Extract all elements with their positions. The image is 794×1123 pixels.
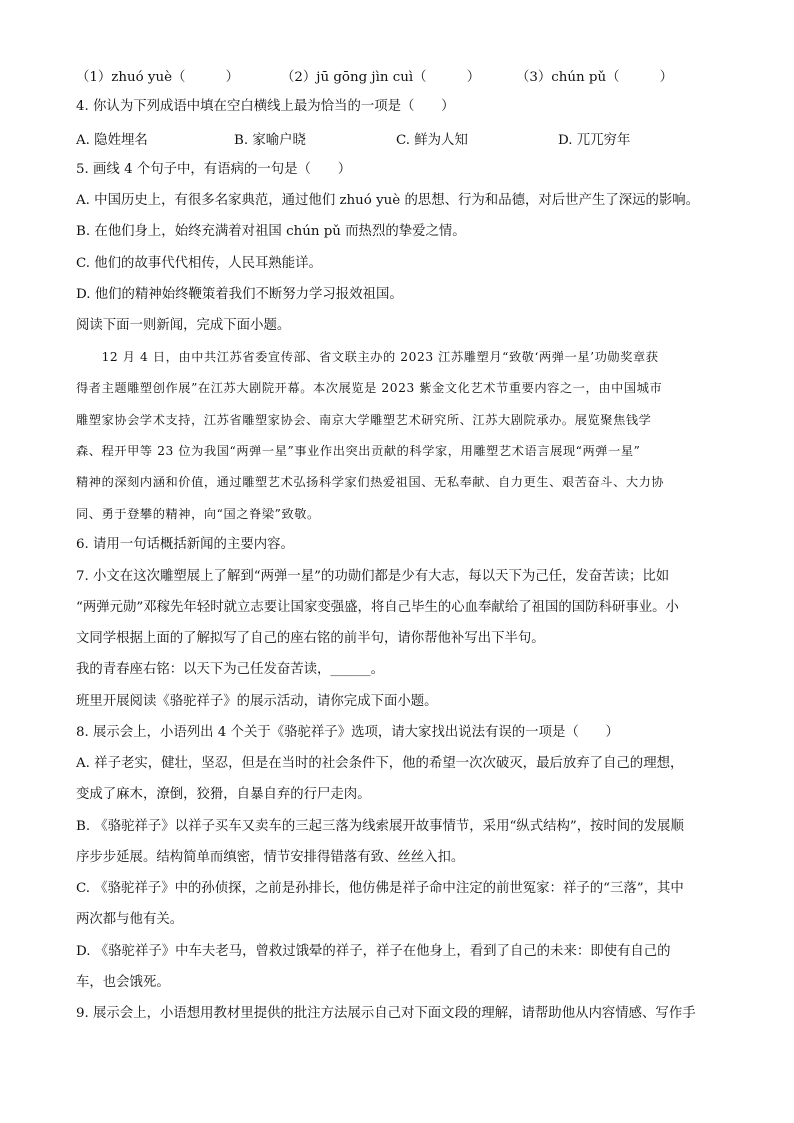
- q5-option-c: C. 他们的故事代代相传，人民耳熟能详。: [76, 256, 322, 271]
- pinyin-row: [76, 66, 726, 86]
- question-9: 9. 展示会上，小语想用教材里提供的批注方法展示自己对下面文段的理解，请帮助他从内容情感、写作手: [76, 1006, 696, 1021]
- q4-option-c: C. 鲜为人知: [396, 133, 468, 148]
- q4-option-a: A. 隐姓埋名: [76, 133, 148, 148]
- q5-option-b: B. 在他们身上，始终充满着对祖国 chún pǔ 而热烈的挚爱之情。: [76, 224, 466, 239]
- pinyin-item-1: （1）zhuó yuè（ ）: [76, 70, 239, 85]
- q8-option-c-cont: 两次都与他有关。: [76, 912, 184, 927]
- news-line: 精神的深刻内涵和价值，通过雕塑艺术弘扬科学家们热爱祖国、无私奉献、自力更生、艰苦奋斗、大力协: [76, 475, 665, 489]
- news-line: 得者主题雕塑创作展”在江苏大剧院开幕。本次展览是 2023 紫金文化艺术节重要内容之一，由中国城市: [76, 381, 663, 395]
- activity-intro: 班里开展阅读《骆驼祥子》的展示活动，请你完成下面小题。: [76, 694, 438, 709]
- question-4-stem: 4. 你认为下列成语中填在空白横线上最为恰当的一项是（ ）: [76, 99, 455, 114]
- news-line: 同、勇于登攀的精神，向“国之脊梁”致敬。: [76, 507, 320, 521]
- question-6: 6. 请用一句话概括新闻的主要内容。: [76, 537, 294, 552]
- q8-option-c: C. 《骆驼祥子》中的孙侦探，之前是孙排长，他仿佛是祥子命中注定的前世冤家：祥子的“三落”，其中: [76, 881, 684, 896]
- q8-option-a-cont: 变成了麻木，潦倒，狡猾，自暴自弃的行尸走肉。: [76, 787, 371, 802]
- question-7-line: “两弹元勋”邓稼先年轻时就立志要让国家变强盛，将自己毕生的心血奉献给了祖国的国防科研事业。小: [76, 600, 679, 615]
- question-8-stem: 8. 展示会上，小语列出 4 个关于《骆驼祥子》选项，请大家找出说法有误的一项是（ ）: [76, 725, 619, 740]
- q5-option-a: A. 中国历史上，有很多名家典范，通过他们 zhuó yuè 的思想、行为和品德，对后世产生了深远的影响。: [76, 193, 700, 208]
- question-7-line: 文同学根据上面的了解拟写了自己的座右铭的前半句，请你帮他补写出下半句。: [76, 631, 545, 646]
- q8-option-b-cont: 序步步延展。结构简单而缜密，情节安排得错落有致、丝丝入扣。: [76, 850, 465, 865]
- q8-option-a: A. 祥子老实，健壮，坚忍，但是在当时的社会条件下，他的希望一次次破灭，最后放弃了自己的理想，: [76, 756, 684, 771]
- q4-option-d: D. 兀兀穷年: [558, 133, 631, 148]
- q8-option-d-cont: 车，也会饿死。: [76, 975, 170, 990]
- pinyin-item-3: （3）chún pǔ（ ）: [516, 70, 674, 85]
- q4-option-b: B. 家喻户晓: [234, 133, 306, 148]
- q8-option-d: D. 《骆驼祥子》中车夫老马，曾救过饿晕的祥子，祥子在他身上，看到了自己的未来：即使有自己的: [76, 944, 671, 959]
- news-line: 雕塑家协会学术支持，江苏省雕塑家协会、南京大学雕塑艺术研究所、江苏大剧院承办。展览聚焦钱学: [76, 413, 652, 427]
- question-7-line: 7. 小文在这次雕塑展上了解到“两弹一星”的功勋们都是少有大志，每以天下为己任，发奋苦读；比如: [76, 569, 670, 584]
- news-line: 12 月 4 日，由中共江苏省委宣传部、省文联主办的 2023 江苏雕塑月“致敬‘两弹一星’功勋奖章获: [76, 350, 659, 364]
- news-line: 森、程开甲等 23 位为我国“两弹一星”事业作出突出贡献的科学家，用雕塑艺术语言展现“两弹一星”: [76, 444, 641, 458]
- motto-line: 我的青春座右铭：以天下为己任发奋苦读，______。: [76, 662, 384, 677]
- question-5-stem: 5. 画线 4 个句子中，有语病的一句是（ ）: [76, 162, 352, 177]
- q5-option-d: D. 他们的精神始终鞭策着我们不断努力学习报效祖国。: [76, 287, 403, 302]
- pinyin-item-2: （2）jū gōng jìn cuì（ ）: [281, 70, 481, 85]
- reading-intro: 阅读下面一则新闻，完成下面小题。: [76, 318, 291, 333]
- question-4-options: [76, 129, 726, 149]
- q8-option-b: B. 《骆驼祥子》以祥子买车又卖车的三起三落为线索展开故事情节，采用“纵式结构”，按时间的发展顺: [76, 819, 684, 834]
